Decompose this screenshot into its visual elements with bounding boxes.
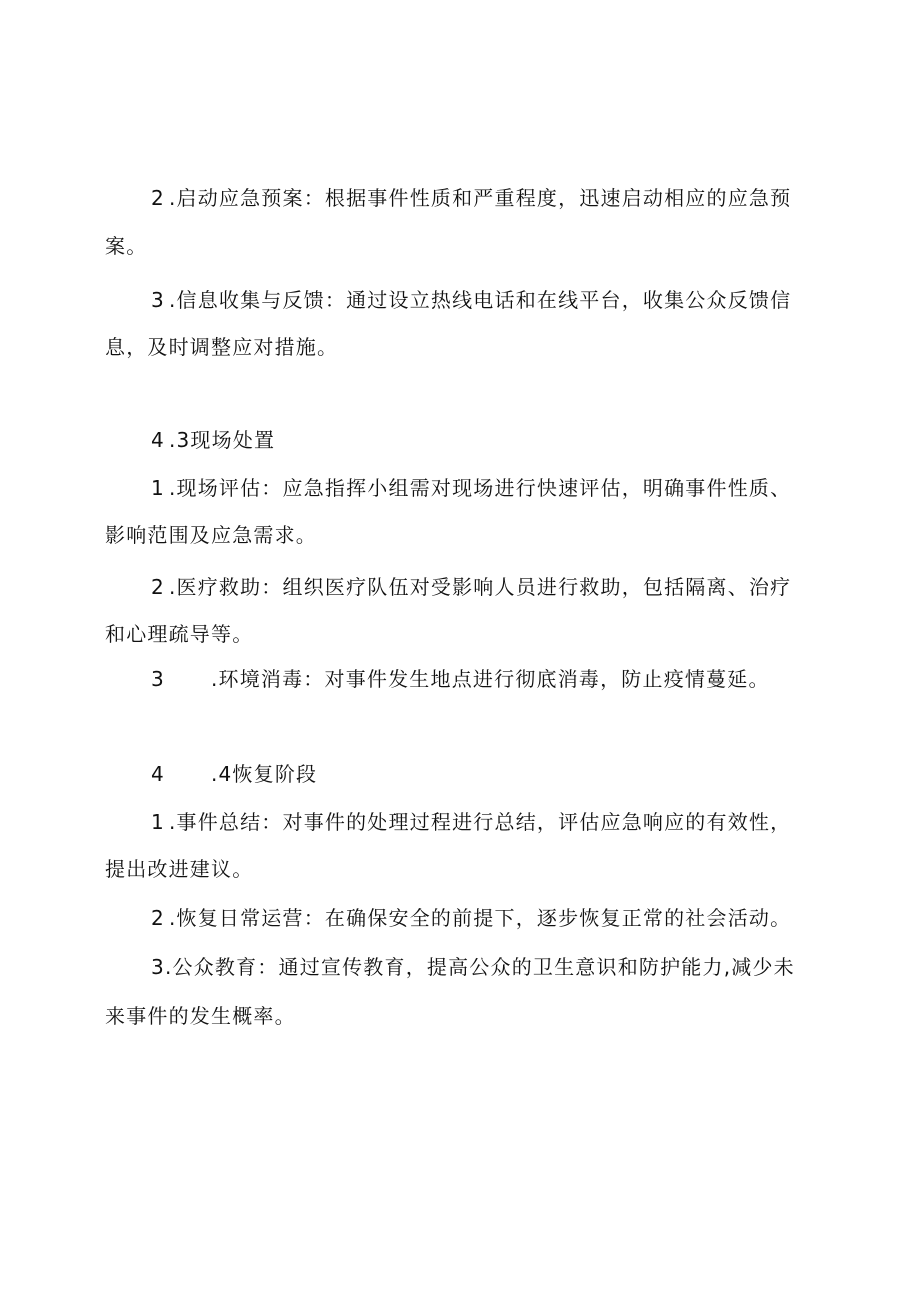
- paragraph-line: [151, 667, 770, 691]
- item-text: .启动应急预案：根据事件性质和严重程度，迅速启动相应的应急预: [168, 186, 792, 210]
- item-text: .环境消毒：对事件发生地点进行彻底消毒，防止疫情蔓延。: [210, 667, 770, 691]
- paragraph-line: [151, 955, 795, 979]
- paragraph-line: [151, 575, 791, 599]
- item-number: 3: [151, 667, 165, 691]
- item-text: .医疗救助：组织医疗队伍对受影响人员进行救助，包括隔离、治疗: [168, 575, 792, 599]
- item-text-cont: 息，及时调整应对措施。: [105, 335, 339, 359]
- paragraph-continuation: [105, 523, 317, 547]
- paragraph-line: [151, 906, 791, 930]
- section-heading: [151, 428, 275, 452]
- item-text: .公众教育：通过宣传教育，提高公众的卫生意识和防护能力,减少未: [164, 955, 795, 979]
- paragraph-continuation: [105, 335, 338, 359]
- paragraph-line: [151, 288, 791, 312]
- paragraph-continuation: [105, 622, 253, 646]
- paragraph-line: [151, 810, 791, 834]
- heading-number: 4: [151, 762, 165, 786]
- section-heading: [151, 762, 317, 786]
- item-number: 3: [151, 955, 165, 979]
- heading-number: 4: [151, 428, 165, 452]
- item-number: 2: [151, 575, 165, 599]
- heading-text: .4恢复阶段: [210, 762, 318, 786]
- item-number: 1: [151, 476, 165, 500]
- paragraph-line: [151, 476, 791, 500]
- item-text-cont: 来事件的发生概率。: [105, 1004, 296, 1028]
- paragraph-continuation: [105, 857, 253, 881]
- item-text: .信息收集与反馈：通过设立热线电话和在线平台，收集公众反馈信: [168, 288, 792, 312]
- paragraph-continuation: [105, 234, 147, 258]
- item-text-cont: 影响范围及应急需求。: [105, 523, 317, 547]
- item-text: .恢复日常运营：在确保安全的前提下，逐步恢复正常的社会活动。: [168, 906, 792, 930]
- item-text-cont: 案。: [105, 234, 148, 258]
- paragraph-continuation: [105, 1004, 296, 1028]
- item-number: 3: [151, 288, 165, 312]
- item-text: .现场评估：应急指挥小组需对现场进行快速评估，明确事件性质、: [168, 476, 792, 500]
- heading-text: .3现场处置: [168, 428, 276, 452]
- item-number: 2: [151, 906, 165, 930]
- item-number: 1: [151, 810, 165, 834]
- paragraph-line: [151, 186, 791, 210]
- item-number: 2: [151, 186, 165, 210]
- item-text-cont: 提出改进建议。: [105, 857, 254, 881]
- item-text-cont: 和心理疏导等。: [105, 622, 254, 646]
- item-text: .事件总结：对事件的处理过程进行总结，评估应急响应的有效性，: [168, 810, 792, 834]
